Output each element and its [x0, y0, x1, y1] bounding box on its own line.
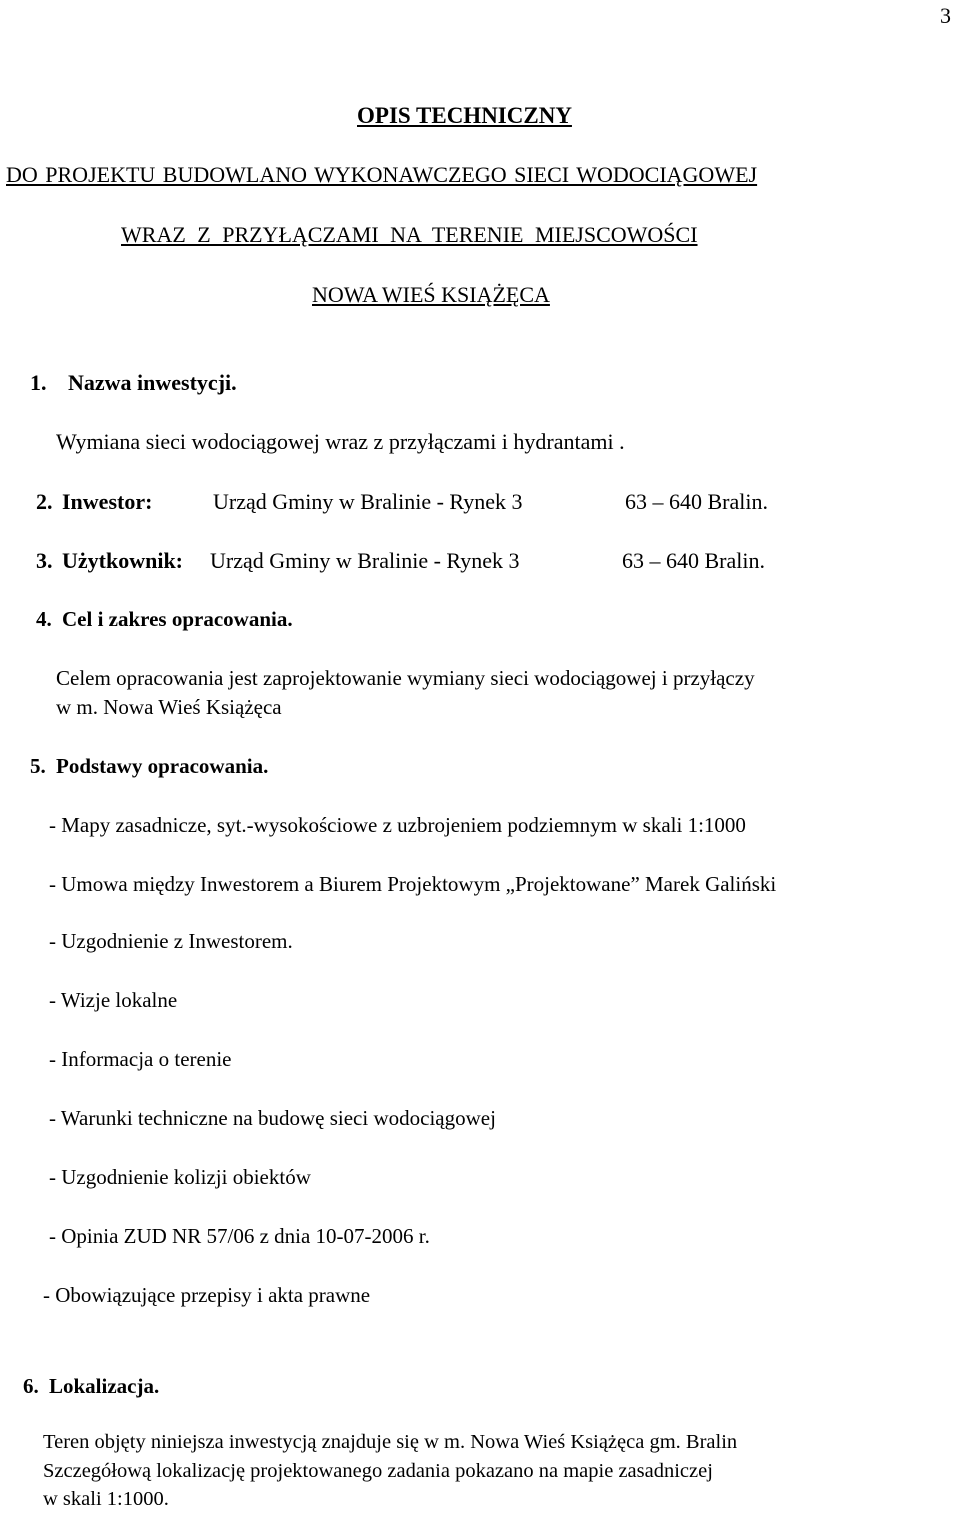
- page-number: 3: [940, 3, 951, 28]
- section-4-text-line-1: Celem opracowania jest zaprojektowanie wymiany sieci wodociągowej i przyłączy: [56, 666, 755, 690]
- basis-item: - Wizje lokalne: [49, 988, 178, 1012]
- section-3-heading: Użytkownik:: [62, 548, 184, 573]
- basis-item: - Opinia ZUD NR 57/06 z dnia 10-07-2006 r.: [49, 1224, 430, 1248]
- section-6-number: 6.: [23, 1374, 39, 1398]
- location-line: Szczegółową lokalizację projektowanego zadania pokazano na mapie zasadniczej: [43, 1460, 713, 1482]
- section-2-postal: 63 – 640 Bralin.: [625, 489, 768, 514]
- basis-item: - Mapy zasadnicze, syt.-wysokościowe z uzbrojeniem podziemnym w skali 1:1000: [49, 813, 746, 837]
- section-3-number: 3.: [36, 548, 53, 573]
- title-line-2: DO PROJEKTU BUDOWLANO WYKONAWCZEGO SIECI WODOCIĄGOWEJ: [6, 162, 758, 187]
- section-3-postal: 63 – 640 Bralin.: [622, 548, 765, 573]
- section-4-text-line-2: w m. Nowa Wieś Książęca: [56, 695, 282, 719]
- title-line-3: WRAZ Z PRZYŁĄCZAMI NA TERENIE MIEJSCOWOŚCI: [121, 222, 698, 247]
- title-line-4: NOWA WIEŚ KSIĄŻĘCA: [312, 282, 550, 307]
- title-line-1: OPIS TECHNICZNY: [357, 103, 572, 128]
- basis-item: - Warunki techniczne na budowę sieci wodociągowej: [49, 1106, 496, 1130]
- basis-item: - Informacja o terenie: [49, 1047, 232, 1071]
- section-1-text: Wymiana sieci wodociągowej wraz z przyłączami i hydrantami .: [56, 429, 625, 454]
- section-5-heading: Podstawy opracowania.: [56, 754, 269, 778]
- location-line: Teren objęty niniejsza inwestycją znajduje się w m. Nowa Wieś Książęca gm. Bralin: [43, 1431, 738, 1453]
- section-2-heading: Inwestor:: [62, 489, 153, 514]
- basis-item: - Uzgodnienie z Inwestorem.: [49, 929, 293, 953]
- section-3-text: Urząd Gminy w Bralinie - Rynek 3: [210, 548, 520, 573]
- section-6-heading: Lokalizacja.: [49, 1374, 160, 1398]
- section-2-number: 2.: [36, 489, 53, 514]
- section-1-heading: Nazwa inwestycji.: [68, 370, 237, 395]
- section-4-heading: Cel i zakres opracowania.: [62, 607, 293, 631]
- section-1-number: 1.: [30, 370, 47, 395]
- location-line: w skali 1:1000.: [43, 1488, 169, 1510]
- section-5-number: 5.: [30, 754, 46, 778]
- basis-item: - Obowiązujące przepisy i akta prawne: [43, 1283, 371, 1307]
- section-4-number: 4.: [36, 607, 52, 631]
- section-2-text: Urząd Gminy w Bralinie - Rynek 3: [213, 489, 523, 514]
- basis-item: - Uzgodnienie kolizji obiektów: [49, 1165, 311, 1189]
- basis-item: - Umowa między Inwestorem a Biurem Projektowym „Projektowane” Marek Galiński: [49, 872, 777, 896]
